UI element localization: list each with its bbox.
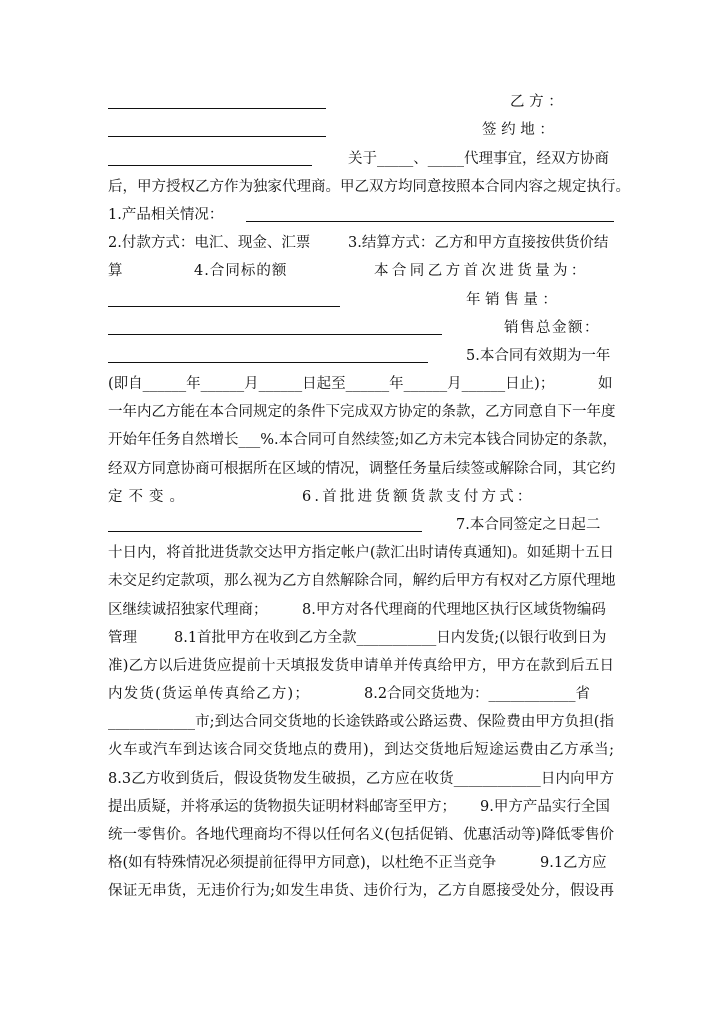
line-2	[108, 117, 614, 143]
blank-line	[108, 136, 326, 137]
line-29: 保证无串货，无违价行为;如发生串货、违价行为，乙方自愿接受处分，假设再	[108, 883, 614, 899]
text-recruit-agent: 区继续诚招独家代理商；	[108, 602, 268, 618]
line-27: 统一零售价。各地代理商均不得以任何名义(包括促销、优惠活动等)降低零售价	[108, 827, 614, 843]
line-10	[108, 343, 614, 369]
text-signing-place-label: 签 约 地 ：	[482, 122, 554, 138]
line-14: 经双方同意协商可根据所在区域的情况，调整任务量后续签或解除合同，其它约	[108, 461, 616, 477]
text-management: 管理	[108, 630, 137, 646]
text-no-unfair-competition: 格(如有特殊情况必须提前征得甲方同意)，以杜绝不正当竞争	[108, 855, 497, 871]
text-delivery-place: 8.2合同交货地为：____________省	[364, 686, 591, 702]
line-19	[108, 597, 614, 623]
line-15	[108, 484, 614, 510]
text-no-cross-selling: 9.1乙方应	[540, 855, 607, 871]
line-23: ____________市;到达合同交货地的长途铁路或公路运费、保险费由甲方负担(指	[108, 714, 614, 730]
text-effective-date: 7.本合同签定之日起二	[456, 517, 601, 533]
line-8	[108, 287, 614, 313]
text-contract-amount: 4.合同标的额	[194, 263, 288, 279]
blank-line	[108, 108, 326, 109]
line-18: 未交足约定款项，那么视为乙方自然解除合同，解约后甲方有权对乙方原代理地	[108, 573, 616, 589]
line-12: 一年内乙方能在本合同规定的条件下完成双方协定的条款，乙方同意自下一年度	[108, 404, 616, 420]
blank-line	[246, 221, 614, 222]
text-settlement-method: 3.结算方式：乙方和甲方直接按供货价结	[348, 235, 609, 251]
text-total-sales: 销售总金额：	[504, 320, 600, 336]
text-unchanged: 定不变。	[108, 489, 190, 505]
line-22	[108, 681, 614, 707]
line-7	[108, 258, 614, 284]
text-product-info: 1.产品相关情况：	[108, 207, 224, 223]
line-26	[108, 794, 614, 820]
line-11	[108, 371, 614, 397]
blank-line	[108, 531, 422, 532]
line-25: 8.3乙方收到货后，假设货物发生破损，乙方应在收货____________日内向甲方	[108, 771, 614, 787]
text-annual-sales: 年 销 售 量 ：	[466, 292, 557, 308]
line-13: 开始年任务自然增长___%.本合同可自然续签;如乙方未完本钱合同协定的条款，	[108, 432, 618, 448]
line-5	[108, 202, 614, 228]
text-date-range: (即自______年______月______日起至______年______月______日止)；	[108, 376, 555, 392]
text-party-b-label: 乙 方 ：	[510, 94, 563, 110]
text-payment-method: 2.付款方式：电汇、现金、汇票	[108, 235, 311, 251]
text-first-purchase: 本合同乙方首次进货量为：	[374, 263, 589, 279]
text-segment: 如	[598, 376, 613, 392]
blank-line	[108, 362, 428, 363]
line-1	[108, 89, 614, 115]
text-first-payment: 6.首批进货额货款支付方式：	[302, 489, 535, 505]
line-4: 后，甲方授权乙方作为独家代理商。甲乙双方均同意按照本合同内容之规定执行。	[108, 179, 630, 195]
text-segment: 算	[108, 263, 123, 279]
line-21: 准)乙方以后进货应提前十天填报发货申请单并传真给甲方，甲方在款到后五日	[108, 658, 614, 674]
text-region-coding: 8.甲方对各代理商的代理地区执行区域货物编码	[302, 602, 606, 618]
line-24: 火车或汽车到达该合同交货地点的费用)，到达交货地后短途运费由乙方承当;	[108, 742, 614, 758]
blank-line	[108, 165, 312, 166]
line-17: 十日内，将首批进货款交达甲方指定帐户(款汇出时请传真通知)。如延期十五日	[108, 545, 614, 561]
blank-line	[108, 334, 442, 335]
text-dispatch: 内发货(货运单传真给乙方)；	[108, 686, 311, 702]
text-validity: 5.本合同有效期为一年	[466, 348, 611, 364]
text-first-shipment: 8.1首批甲方在收到乙方全款___________日内发货;(以银行收到日为	[174, 630, 607, 646]
text-damage-claim: 提出质疑，并将承运的货物损失证明材料邮寄至甲方；	[108, 799, 456, 815]
text-agency-matter: 关于_____、_____代理事宜，经双方协商	[348, 151, 609, 167]
line-3	[108, 146, 614, 172]
blank-line	[108, 306, 340, 307]
line-20	[108, 625, 614, 651]
line-16	[108, 512, 614, 538]
line-6	[108, 230, 614, 256]
line-9	[108, 315, 614, 341]
text-unified-price: 9.甲方产品实行全国	[480, 799, 610, 815]
line-28	[108, 850, 614, 876]
